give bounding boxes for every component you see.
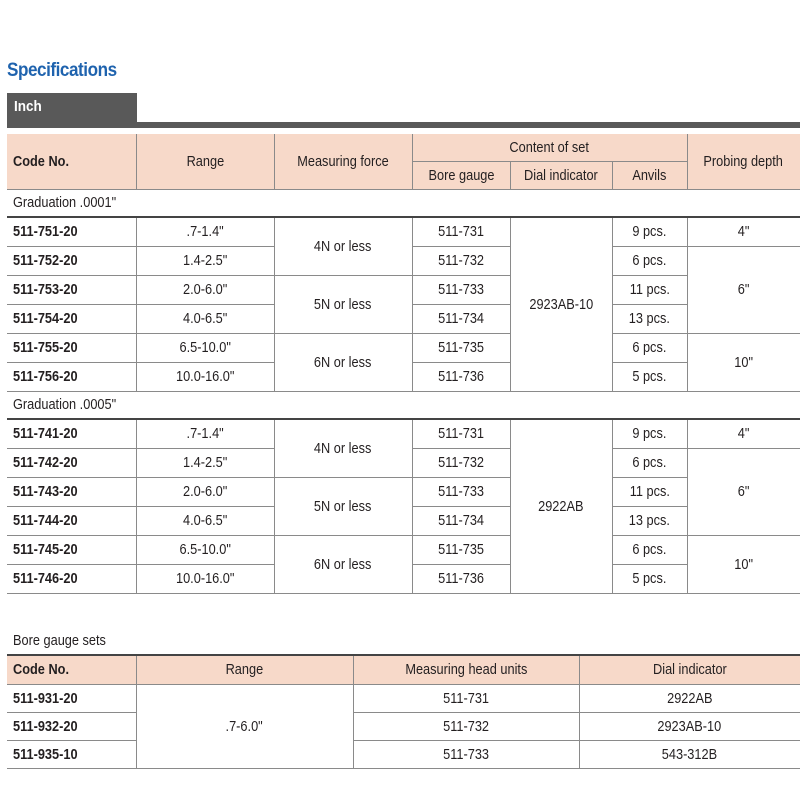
force-cell: 6N or less	[274, 334, 412, 392]
code-cell: 511-932-20	[7, 713, 136, 741]
force-cell: 5N or less	[274, 478, 412, 536]
header-divider	[7, 122, 800, 128]
code-cell: 511-742-20	[7, 449, 136, 478]
anvils-cell: 11 pcs.	[612, 478, 687, 507]
units-cell: 511-731	[353, 685, 579, 713]
code-cell: 511-754-20	[7, 305, 136, 334]
table-row	[7, 741, 800, 769]
code-cell: 511-755-20	[7, 334, 136, 363]
anvils-cell: 5 pcs.	[612, 565, 687, 594]
range-cell: .7-1.4"	[136, 217, 274, 247]
depth-cell: 4"	[687, 419, 800, 449]
dial-cell: 543-312B	[579, 741, 800, 769]
bore-cell: 511-734	[412, 507, 510, 536]
anvils-cell: 13 pcs.	[612, 305, 687, 334]
header-anvils: Anvils	[612, 162, 687, 190]
bore-gauge-sets-table	[7, 628, 800, 769]
depth-cell: 10"	[687, 536, 800, 594]
anvils-cell: 13 pcs.	[612, 507, 687, 536]
force-cell: 4N or less	[274, 217, 412, 276]
anvils-cell: 6 pcs.	[612, 334, 687, 363]
anvils-cell: 6 pcs.	[612, 247, 687, 276]
force-cell: 5N or less	[274, 276, 412, 334]
dial-cell: 2923AB-10	[579, 713, 800, 741]
header-force: Measuring force	[274, 134, 412, 190]
units-cell: 511-733	[353, 741, 579, 769]
table-row	[7, 276, 800, 305]
specifications-table	[7, 134, 800, 594]
depth-cell: 6"	[687, 247, 800, 334]
code-cell: 511-745-20	[7, 536, 136, 565]
range-cell: .7-6.0"	[136, 685, 353, 769]
code-cell: 511-751-20	[7, 217, 136, 247]
header-dial: Dial indicator	[579, 655, 800, 685]
bore-cell: 511-735	[412, 334, 510, 363]
anvils-cell: 9 pcs.	[612, 217, 687, 247]
anvils-cell: 5 pcs.	[612, 363, 687, 392]
page-title: Specifications	[7, 60, 117, 81]
header-dial: Dial indicator	[510, 162, 612, 190]
section-label: Graduation .0005"	[7, 392, 800, 420]
bore-cell: 511-732	[412, 247, 510, 276]
depth-cell: 10"	[687, 334, 800, 392]
table-row	[7, 478, 800, 507]
table-row	[7, 685, 800, 713]
range-cell: 6.5-10.0"	[136, 536, 274, 565]
range-cell: 1.4-2.5"	[136, 449, 274, 478]
code-cell: 511-741-20	[7, 419, 136, 449]
range-cell: 10.0-16.0"	[136, 363, 274, 392]
range-cell: 10.0-16.0"	[136, 565, 274, 594]
bore-cell: 511-736	[412, 363, 510, 392]
header-units: Measuring head units	[353, 655, 579, 685]
code-cell: 511-756-20	[7, 363, 136, 392]
bore-cell: 511-733	[412, 478, 510, 507]
code-cell: 511-752-20	[7, 247, 136, 276]
unit-tab	[7, 93, 137, 122]
anvils-cell: 11 pcs.	[612, 276, 687, 305]
unit-tab-label: Inch	[14, 98, 42, 115]
anvils-cell: 9 pcs.	[612, 419, 687, 449]
bore-cell: 511-734	[412, 305, 510, 334]
dial-cell: 2922AB	[579, 685, 800, 713]
header-content: Content of set	[412, 134, 687, 162]
range-cell: 6.5-10.0"	[136, 334, 274, 363]
header-bore: Bore gauge	[412, 162, 510, 190]
code-cell: 511-744-20	[7, 507, 136, 536]
anvils-cell: 6 pcs.	[612, 449, 687, 478]
code-cell: 511-931-20	[7, 685, 136, 713]
header-range: Range	[136, 655, 353, 685]
section-label: Graduation .0001"	[7, 190, 800, 218]
section-label: Bore gauge sets	[7, 628, 800, 655]
code-cell: 511-746-20	[7, 565, 136, 594]
header-depth: Probing depth	[687, 134, 800, 190]
depth-cell: 6"	[687, 449, 800, 536]
table-row	[7, 217, 800, 247]
bore-cell: 511-731	[412, 217, 510, 247]
table-row	[7, 419, 800, 449]
code-cell: 511-935-10	[7, 741, 136, 769]
table-row	[7, 334, 800, 363]
range-cell: 4.0-6.5"	[136, 305, 274, 334]
bore-cell: 511-733	[412, 276, 510, 305]
force-cell: 6N or less	[274, 536, 412, 594]
range-cell: 1.4-2.5"	[136, 247, 274, 276]
range-cell: 2.0-6.0"	[136, 478, 274, 507]
range-cell: .7-1.4"	[136, 419, 274, 449]
bore-cell: 511-735	[412, 536, 510, 565]
depth-cell: 4"	[687, 217, 800, 247]
bore-cell: 511-732	[412, 449, 510, 478]
table-row	[7, 713, 800, 741]
header-code: Code No.	[7, 134, 136, 190]
units-cell: 511-732	[353, 713, 579, 741]
header-range: Range	[136, 134, 274, 190]
code-cell: 511-753-20	[7, 276, 136, 305]
range-cell: 2.0-6.0"	[136, 276, 274, 305]
dial-cell: 2923AB-10	[510, 217, 612, 392]
header-code: Code No.	[7, 655, 136, 685]
anvils-cell: 6 pcs.	[612, 536, 687, 565]
dial-cell: 2922AB	[510, 419, 612, 594]
table-row	[7, 536, 800, 565]
bore-cell: 511-736	[412, 565, 510, 594]
range-cell: 4.0-6.5"	[136, 507, 274, 536]
bore-cell: 511-731	[412, 419, 510, 449]
code-cell: 511-743-20	[7, 478, 136, 507]
force-cell: 4N or less	[274, 419, 412, 478]
